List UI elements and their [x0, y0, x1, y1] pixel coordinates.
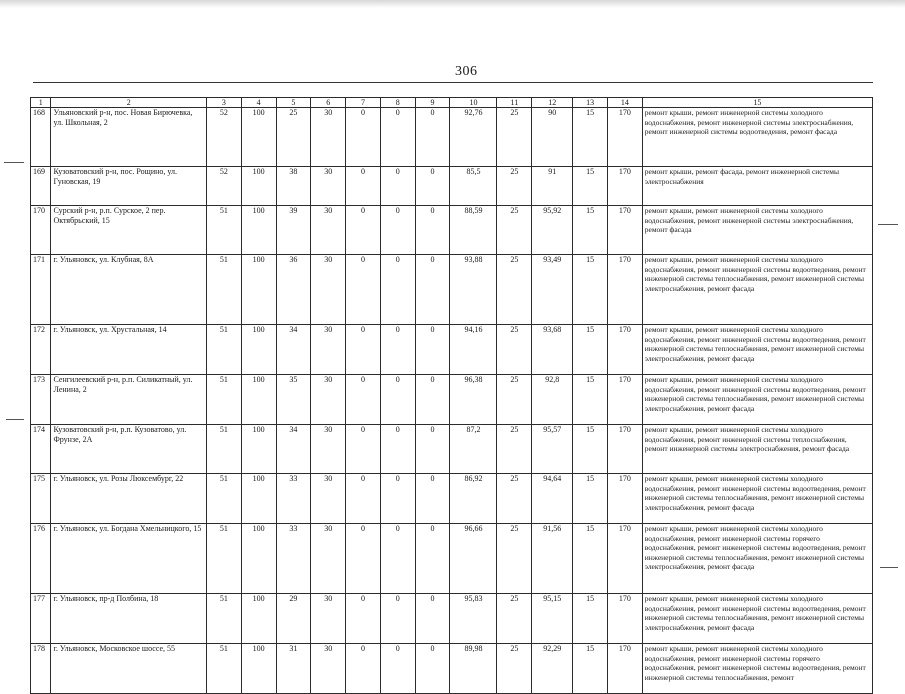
works-cell: ремонт крыши, ремонт фасада, ремонт инженерной системы электроснабжения	[642, 167, 872, 206]
value-cell: 30	[311, 425, 346, 474]
value-cell: 30	[311, 255, 346, 325]
value-cell: 30	[311, 474, 346, 524]
address-cell: г. Ульяновск, ул. Богдана Хмельницкого, 15	[51, 524, 207, 594]
value-cell: 25	[497, 474, 532, 524]
value-cell: 0	[346, 375, 381, 425]
value-cell: 95,92	[532, 206, 573, 255]
value-cell: 39	[276, 206, 311, 255]
address-cell: г. Ульяновск, ул. Розы Люксембург, 22	[51, 474, 207, 524]
value-cell: 0	[415, 167, 450, 206]
value-cell: 15	[573, 206, 608, 255]
address-cell: Кузоватовский р-н, пос. Рощино, ул. Гуновская, 19	[51, 167, 207, 206]
value-cell: 15	[573, 167, 608, 206]
value-cell: 30	[311, 325, 346, 375]
value-cell: 0	[415, 108, 450, 167]
value-cell: 96,38	[450, 375, 497, 425]
value-cell: 34	[276, 325, 311, 375]
value-cell: 89,98	[450, 644, 497, 694]
address-cell: г. Ульяновск, пр-д Полбина, 18	[51, 594, 207, 644]
value-cell: 51	[206, 375, 241, 425]
column-number: 8	[380, 98, 415, 108]
value-cell: 51	[206, 644, 241, 694]
column-number: 2	[51, 98, 207, 108]
value-cell: 100	[241, 524, 276, 594]
value-cell: 0	[346, 474, 381, 524]
column-number-row	[31, 98, 873, 108]
value-cell: 51	[206, 325, 241, 375]
value-cell: 25	[497, 206, 532, 255]
works-cell: ремонт крыши, ремонт инженерной системы холодного водоснабжения, ремонт инженерной системы горячего водоснабжения, ремонт инженерной системы водоотведения, ремонт инженерной системы теплоснабжения, ремонт	[642, 644, 872, 694]
works-cell: ремонт крыши, ремонт инженерной системы холодного водоснабжения, ремонт инженерной системы электроснабжения, ремонт инженерной системы водоотведения, ремонт фасада	[642, 108, 872, 167]
scan-edge	[0, 0, 905, 8]
address-cell: Сурский р-н, р.п. Сурское, 2 пер. Октябрьский, 15	[51, 206, 207, 255]
margin-mark	[6, 419, 24, 420]
value-cell: 15	[573, 375, 608, 425]
row-number: 170	[31, 206, 51, 255]
value-cell: 25	[497, 325, 532, 375]
value-cell: 29	[276, 594, 311, 644]
value-cell: 170	[607, 524, 642, 594]
value-cell: 100	[241, 108, 276, 167]
column-number: 3	[206, 98, 241, 108]
value-cell: 25	[497, 425, 532, 474]
value-cell: 0	[415, 325, 450, 375]
value-cell: 0	[346, 206, 381, 255]
value-cell: 0	[346, 425, 381, 474]
value-cell: 0	[415, 255, 450, 325]
works-cell: ремонт крыши, ремонт инженерной системы холодного водоснабжения, ремонт инженерной системы теплоснабжения, ремонт инженерной системы электроснабжения, ремонт фасада	[642, 425, 872, 474]
column-number: 15	[642, 98, 872, 108]
value-cell: 100	[241, 167, 276, 206]
value-cell: 0	[415, 425, 450, 474]
value-cell: 15	[573, 425, 608, 474]
column-number: 4	[241, 98, 276, 108]
page-number-rule	[33, 82, 873, 83]
value-cell: 15	[573, 594, 608, 644]
column-number: 13	[573, 98, 608, 108]
value-cell: 0	[380, 325, 415, 375]
value-cell: 85,5	[450, 167, 497, 206]
value-cell: 95,83	[450, 594, 497, 644]
row-number: 176	[31, 524, 51, 594]
value-cell: 0	[346, 108, 381, 167]
address-cell: г. Ульяновск, ул. Хрустальная, 14	[51, 325, 207, 375]
value-cell: 92,8	[532, 375, 573, 425]
value-cell: 170	[607, 594, 642, 644]
value-cell: 30	[311, 594, 346, 644]
value-cell: 100	[241, 474, 276, 524]
value-cell: 170	[607, 167, 642, 206]
works-cell: ремонт крыши, ремонт инженерной системы холодного водоснабжения, ремонт инженерной системы водоотведения, ремонт инженерной системы теплоснабжения, ремонт инженерной системы электроснабжения, ремонт фасада	[642, 474, 872, 524]
value-cell: 33	[276, 524, 311, 594]
value-cell: 0	[346, 167, 381, 206]
table-row	[31, 474, 873, 524]
value-cell: 170	[607, 255, 642, 325]
value-cell: 51	[206, 425, 241, 474]
value-cell: 93,68	[532, 325, 573, 375]
value-cell: 25	[276, 108, 311, 167]
value-cell: 93,49	[532, 255, 573, 325]
column-number: 6	[311, 98, 346, 108]
value-cell: 94,64	[532, 474, 573, 524]
table-row	[31, 425, 873, 474]
column-number: 10	[450, 98, 497, 108]
works-cell: ремонт крыши, ремонт инженерной системы холодного водоснабжения, ремонт инженерной системы водоотведения, ремонт инженерной системы теплоснабжения, ремонт инженерной системы электроснабжения, ремонт фасада	[642, 325, 872, 375]
value-cell: 94,16	[450, 325, 497, 375]
table-row	[31, 375, 873, 425]
table-row	[31, 206, 873, 255]
value-cell: 0	[415, 474, 450, 524]
row-number: 174	[31, 425, 51, 474]
value-cell: 30	[311, 644, 346, 694]
value-cell: 52	[206, 167, 241, 206]
address-cell: г. Ульяновск, Московское шоссе, 55	[51, 644, 207, 694]
value-cell: 91	[532, 167, 573, 206]
value-cell: 34	[276, 425, 311, 474]
value-cell: 51	[206, 206, 241, 255]
value-cell: 25	[497, 524, 532, 594]
value-cell: 25	[497, 108, 532, 167]
value-cell: 0	[380, 425, 415, 474]
value-cell: 30	[311, 108, 346, 167]
value-cell: 36	[276, 255, 311, 325]
column-number: 7	[346, 98, 381, 108]
value-cell: 0	[380, 375, 415, 425]
value-cell: 15	[573, 644, 608, 694]
value-cell: 170	[607, 375, 642, 425]
value-cell: 25	[497, 375, 532, 425]
table-row	[31, 644, 873, 694]
value-cell: 25	[497, 167, 532, 206]
value-cell: 25	[497, 255, 532, 325]
value-cell: 86,92	[450, 474, 497, 524]
value-cell: 170	[607, 474, 642, 524]
value-cell: 0	[380, 644, 415, 694]
value-cell: 15	[573, 474, 608, 524]
table-row	[31, 255, 873, 325]
value-cell: 51	[206, 524, 241, 594]
value-cell: 100	[241, 594, 276, 644]
value-cell: 0	[346, 524, 381, 594]
value-cell: 15	[573, 524, 608, 594]
row-number: 172	[31, 325, 51, 375]
value-cell: 0	[380, 594, 415, 644]
works-cell: ремонт крыши, ремонт инженерной системы холодного водоснабжения, ремонт инженерной системы водоотведения, ремонт инженерной системы теплоснабжения, ремонт инженерной системы электроснабжения, ремонт фасада	[642, 255, 872, 325]
repair-program-table	[30, 97, 873, 694]
value-cell: 100	[241, 325, 276, 375]
value-cell: 51	[206, 255, 241, 325]
value-cell: 0	[415, 594, 450, 644]
table-row	[31, 167, 873, 206]
value-cell: 0	[380, 524, 415, 594]
value-cell: 90	[532, 108, 573, 167]
address-cell: г. Ульяновск, ул. Клубная, 8А	[51, 255, 207, 325]
value-cell: 30	[311, 167, 346, 206]
value-cell: 38	[276, 167, 311, 206]
column-number: 1	[31, 98, 51, 108]
value-cell: 51	[206, 594, 241, 644]
value-cell: 170	[607, 325, 642, 375]
value-cell: 0	[346, 325, 381, 375]
value-cell: 100	[241, 375, 276, 425]
row-number: 169	[31, 167, 51, 206]
value-cell: 0	[415, 375, 450, 425]
value-cell: 31	[276, 644, 311, 694]
value-cell: 170	[607, 206, 642, 255]
value-cell: 0	[380, 108, 415, 167]
row-number: 173	[31, 375, 51, 425]
value-cell: 96,66	[450, 524, 497, 594]
value-cell: 0	[380, 474, 415, 524]
value-cell: 100	[241, 206, 276, 255]
value-cell: 15	[573, 108, 608, 167]
margin-mark	[880, 567, 898, 568]
address-cell: Ульяновский р-н, пос. Новая Бирючевка, ул. Школьная, 2	[51, 108, 207, 167]
value-cell: 91,56	[532, 524, 573, 594]
column-number: 5	[276, 98, 311, 108]
row-number: 168	[31, 108, 51, 167]
value-cell: 170	[607, 425, 642, 474]
margin-mark	[4, 162, 24, 163]
value-cell: 25	[497, 594, 532, 644]
value-cell: 30	[311, 524, 346, 594]
table-row	[31, 524, 873, 594]
row-number: 178	[31, 644, 51, 694]
table-row	[31, 325, 873, 375]
works-cell: ремонт крыши, ремонт инженерной системы холодного водоснабжения, ремонт инженерной системы электроснабжения, ремонт фасада	[642, 206, 872, 255]
value-cell: 100	[241, 425, 276, 474]
column-number: 12	[532, 98, 573, 108]
value-cell: 15	[573, 325, 608, 375]
value-cell: 30	[311, 375, 346, 425]
address-cell: Сенгилеевский р-н, р.п. Силикатный, ул. Ленина, 2	[51, 375, 207, 425]
value-cell: 170	[607, 644, 642, 694]
value-cell: 30	[311, 206, 346, 255]
address-cell: Кузоватовский р-н, р.п. Кузоватово, ул. Фрунзе, 2А	[51, 425, 207, 474]
value-cell: 0	[380, 255, 415, 325]
value-cell: 92,76	[450, 108, 497, 167]
column-number: 14	[607, 98, 642, 108]
value-cell: 95,57	[532, 425, 573, 474]
row-number: 175	[31, 474, 51, 524]
value-cell: 52	[206, 108, 241, 167]
value-cell: 0	[380, 167, 415, 206]
value-cell: 25	[497, 644, 532, 694]
works-cell: ремонт крыши, ремонт инженерной системы холодного водоснабжения, ремонт инженерной системы водоотведения, ремонт инженерной системы теплоснабжения, ремонт инженерной системы электроснабжения, ремонт фасада	[642, 375, 872, 425]
value-cell: 0	[346, 644, 381, 694]
table-row	[31, 594, 873, 644]
column-number: 9	[415, 98, 450, 108]
works-cell: ремонт крыши, ремонт инженерной системы холодного водоснабжения, ремонт инженерной системы горячего водоснабжения, ремонт инженерной системы водоотведения, ремонт инженерной системы теплоснабжения, ремонт инженерной системы электроснабжения, ремонт фасада	[642, 524, 872, 594]
table-row	[31, 108, 873, 167]
margin-mark	[878, 224, 898, 225]
row-number: 171	[31, 255, 51, 325]
column-number: 11	[497, 98, 532, 108]
works-cell: ремонт крыши, ремонт инженерной системы холодного водоснабжения, ремонт инженерной системы водоотведения, ремонт инженерной системы теплоснабжения, ремонт инженерной системы электроснабжения, ремонт фасада	[642, 594, 872, 644]
value-cell: 0	[380, 206, 415, 255]
value-cell: 95,15	[532, 594, 573, 644]
page-number: 306	[455, 64, 478, 79]
value-cell: 0	[415, 524, 450, 594]
value-cell: 15	[573, 255, 608, 325]
value-cell: 170	[607, 108, 642, 167]
value-cell: 35	[276, 375, 311, 425]
value-cell: 51	[206, 474, 241, 524]
value-cell: 88,59	[450, 206, 497, 255]
value-cell: 93,88	[450, 255, 497, 325]
value-cell: 100	[241, 255, 276, 325]
value-cell: 0	[415, 206, 450, 255]
value-cell: 0	[346, 594, 381, 644]
value-cell: 0	[415, 644, 450, 694]
value-cell: 92,29	[532, 644, 573, 694]
value-cell: 87,2	[450, 425, 497, 474]
value-cell: 100	[241, 644, 276, 694]
value-cell: 33	[276, 474, 311, 524]
row-number: 177	[31, 594, 51, 644]
value-cell: 0	[346, 255, 381, 325]
